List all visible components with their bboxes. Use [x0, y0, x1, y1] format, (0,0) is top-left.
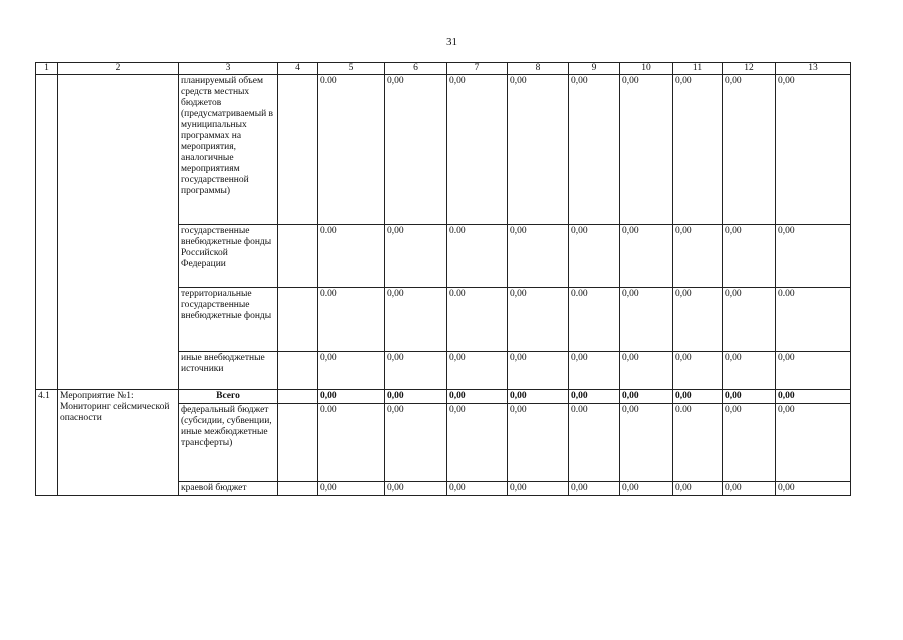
row-number-cell: 4.1: [36, 390, 58, 496]
value-cell: 0.00: [447, 225, 508, 288]
value-cell: 0,00: [776, 225, 851, 288]
value-cell: 0.00: [776, 288, 851, 352]
value-cell: 0,00: [385, 404, 447, 482]
empty-cell: [278, 288, 318, 352]
value-cell: 0,00: [723, 404, 776, 482]
budget-table: [35, 62, 851, 496]
column-header: 9: [569, 63, 620, 75]
activity-name-cell: Мероприятие №1: Мониторинг сейсмической опасности: [58, 390, 179, 496]
table-row: [36, 390, 851, 404]
value-cell: 0,00: [776, 404, 851, 482]
column-header: 10: [620, 63, 673, 75]
value-cell: 0,00: [447, 390, 508, 404]
value-cell: 0,00: [569, 352, 620, 390]
column-header: 12: [723, 63, 776, 75]
value-cell: 0.00: [673, 404, 723, 482]
value-cell: 0,00: [776, 75, 851, 225]
page-number: 31: [446, 36, 457, 48]
empty-cell: [278, 404, 318, 482]
funding-source: государственные внебюджетные фонды Российской Федерации: [179, 225, 278, 288]
value-cell: 0,00: [673, 352, 723, 390]
value-cell: 0,00: [569, 390, 620, 404]
column-header: 3: [179, 63, 278, 75]
value-cell: 0,00: [620, 75, 673, 225]
value-cell: 0,00: [673, 390, 723, 404]
row-number-cell: [36, 75, 58, 390]
funding-source: территориальные государственные внебюджетные фонды: [179, 288, 278, 352]
value-cell: 0,00: [508, 75, 569, 225]
value-cell: 0.00: [318, 404, 385, 482]
value-cell: 0,00: [723, 225, 776, 288]
value-cell: 0,00: [620, 404, 673, 482]
value-cell: 0,00: [673, 288, 723, 352]
value-cell: 0,00: [673, 75, 723, 225]
value-cell: 0,00: [447, 404, 508, 482]
value-cell: 0,00: [620, 288, 673, 352]
funding-source: федеральный бюджет (субсидии, субвенции, иные межбюджетные трансферты): [179, 404, 278, 482]
value-cell: 0,00: [723, 75, 776, 225]
value-cell: 0,00: [776, 482, 851, 496]
column-header: 13: [776, 63, 851, 75]
value-cell: 0,00: [318, 482, 385, 496]
value-cell: 0,00: [508, 404, 569, 482]
value-cell: 0,00: [447, 75, 508, 225]
empty-cell: [278, 225, 318, 288]
value-cell: 0,00: [447, 482, 508, 496]
value-cell: 0,00: [508, 352, 569, 390]
activity-name-cell: [58, 75, 179, 390]
value-cell: 0,00: [673, 225, 723, 288]
value-cell: 0,00: [776, 352, 851, 390]
value-cell: 0,00: [508, 288, 569, 352]
funding-source: иные внебюджетные источники: [179, 352, 278, 390]
empty-cell: [278, 390, 318, 404]
value-cell: 0,00: [620, 352, 673, 390]
column-header: 4: [278, 63, 318, 75]
value-cell: 0,00: [569, 225, 620, 288]
empty-cell: [278, 352, 318, 390]
value-cell: 0,00: [508, 225, 569, 288]
value-cell: 0,00: [447, 352, 508, 390]
value-cell: 0.00: [569, 288, 620, 352]
value-cell: 0,00: [385, 75, 447, 225]
value-cell: 0,00: [620, 482, 673, 496]
value-cell: 0,00: [385, 482, 447, 496]
funding-source: Всего: [179, 390, 278, 404]
value-cell: 0.00: [318, 288, 385, 352]
value-cell: 0.00: [318, 225, 385, 288]
empty-cell: [278, 75, 318, 225]
value-cell: 0,00: [569, 75, 620, 225]
value-cell: 0.00: [447, 288, 508, 352]
value-cell: 0.00: [569, 404, 620, 482]
value-cell: 0,00: [385, 352, 447, 390]
value-cell: 0,00: [723, 288, 776, 352]
value-cell: 0,00: [673, 482, 723, 496]
column-header: 5: [318, 63, 385, 75]
funding-source: планируемый объем средств местных бюджетов (предусматриваемый в муниципальных программах на мероприятия, аналогичные мероприятиям государственной программы): [179, 75, 278, 225]
table-row: [36, 75, 851, 225]
funding-source: краевой бюджет: [179, 482, 278, 496]
value-cell: 0,00: [385, 288, 447, 352]
value-cell: 0,00: [620, 225, 673, 288]
value-cell: 0,00: [569, 482, 620, 496]
value-cell: 0,00: [385, 225, 447, 288]
value-cell: 0,00: [508, 482, 569, 496]
column-header: 8: [508, 63, 569, 75]
value-cell: 0.00: [318, 75, 385, 225]
column-header: 2: [58, 63, 179, 75]
value-cell: 0,00: [318, 390, 385, 404]
value-cell: 0,00: [508, 390, 569, 404]
value-cell: 0,00: [318, 352, 385, 390]
value-cell: 0,00: [723, 352, 776, 390]
column-header: 7: [447, 63, 508, 75]
value-cell: 0,00: [723, 482, 776, 496]
value-cell: 0,00: [723, 390, 776, 404]
value-cell: 0,00: [620, 390, 673, 404]
column-number-row: [36, 63, 851, 75]
value-cell: 0,00: [776, 390, 851, 404]
column-header: 6: [385, 63, 447, 75]
value-cell: 0,00: [385, 390, 447, 404]
column-header: 1: [36, 63, 58, 75]
column-header: 11: [673, 63, 723, 75]
empty-cell: [278, 482, 318, 496]
